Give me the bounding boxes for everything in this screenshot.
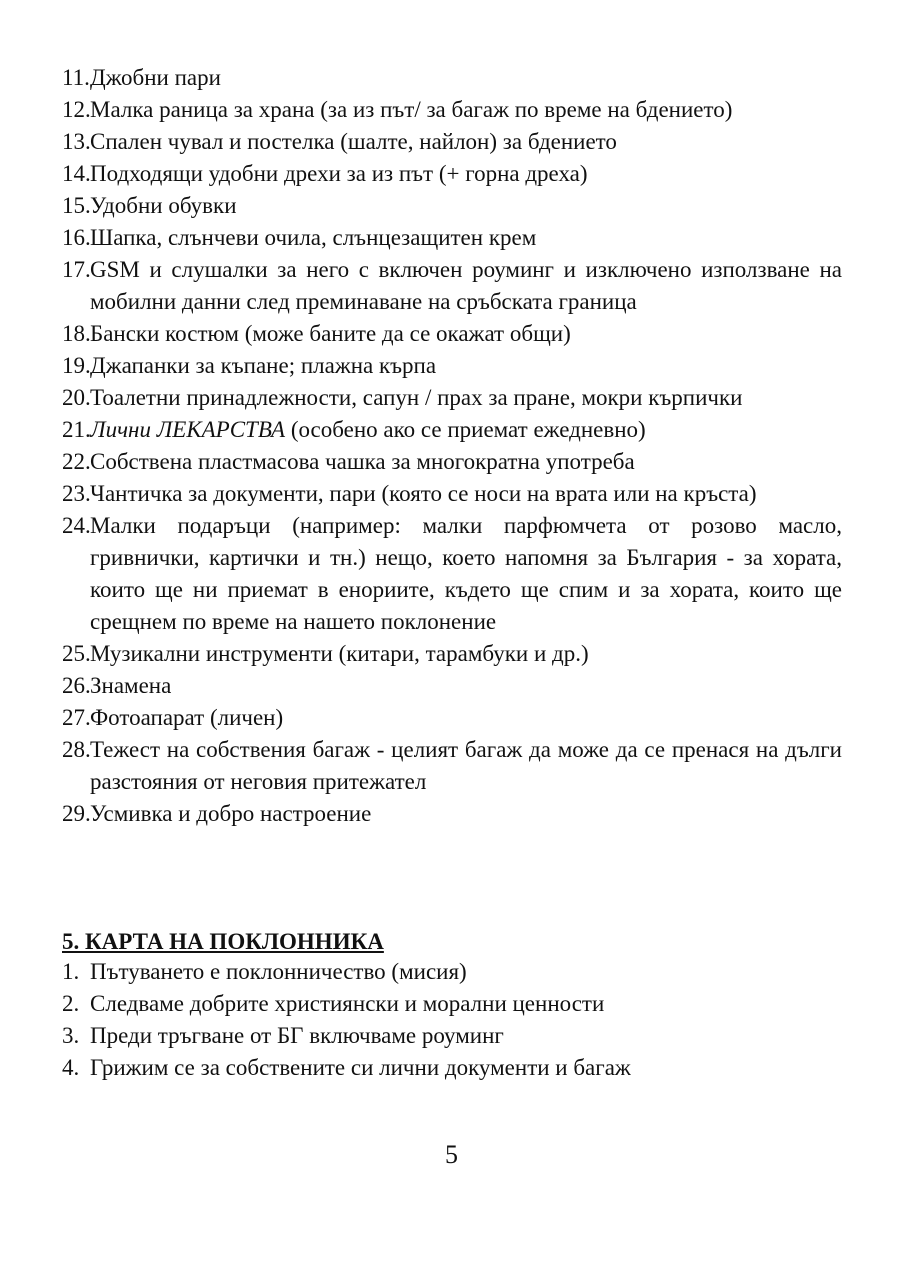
pilgrim-card-list xyxy=(62,956,842,1084)
page-number: 5 xyxy=(445,1140,458,1169)
list-item: 25. Музикални инструменти (китари, тарамбуки и др.) xyxy=(62,641,589,666)
list-item: 27. Фотоапарат (личен) xyxy=(62,705,284,730)
list-item: 18. Бански костюм (може баните да се окажат общи) xyxy=(62,321,571,346)
list-item: 17. GSM и слушалки за него с включен роуминг и изключено използване на мобилни данни след преминаване на сръбската граница xyxy=(62,257,842,314)
list-item: 16. Шапка, слънчеви очила, слънцезащитен крем xyxy=(62,225,537,250)
list-item: 20. Тоалетни принадлежности, сапун / прах за пране, мокри кърпички xyxy=(62,385,743,410)
list-item: 14. Подходящи удобни дрехи за из път (+ горна дреха) xyxy=(62,161,588,186)
list-item: 28. Тежест на собствения багаж - целият багаж да може да се пренася на дълги разстояния от неговия притежател xyxy=(62,737,842,794)
packing-list xyxy=(62,62,842,830)
section-heading: 5. КАРТА НА ПОКЛОННИКА xyxy=(62,929,384,954)
list-item: 26. Знамена xyxy=(62,673,172,698)
list-item: 22. Собствена пластмасова чашка за многократна употреба xyxy=(62,449,635,474)
list-item: 24. Малки подаръци (например: малки парфюмчета от розово масло, гривнички, картички и тн.) нещо, което напомня за България - за хората, които ще ни приемат в енориите, където ще спим и за хората, които ще срещнем по време на нашето поклонение xyxy=(62,513,842,634)
list-item: 11. Джобни пари xyxy=(62,65,221,90)
list-item: 21. Лични ЛЕКАРСТВА (особено ако се приемат ежедневно) xyxy=(62,417,646,442)
list-item: 13. Спален чувал и постелка (шалте, найлон) за бдението xyxy=(62,129,617,154)
emphasis-text: Лични ЛЕКАРСТВА xyxy=(90,417,286,442)
list-item: 15. Удобни обувки xyxy=(62,193,237,218)
list-item: 2. Следваме добрите християнски и морални ценности xyxy=(62,991,605,1016)
list-item: 4. Грижим се за собствените си лични документи и багаж xyxy=(62,1055,631,1080)
list-item: 1. Пътуването е поклонничество (мисия) xyxy=(62,959,467,984)
list-item: 19. Джапанки за къпане; плажна кърпа xyxy=(62,353,437,378)
list-item: 29. Усмивка и добро настроение xyxy=(62,801,372,826)
list-item: 3. Преди тръгване от БГ включваме роуминг xyxy=(62,1023,504,1048)
list-item: 23. Чантичка за документи, пари (която се носи на врата или на кръста) xyxy=(62,481,757,506)
list-item: 12. Малка раница за храна (за из път/ за багаж по време на бдението) xyxy=(62,97,733,122)
